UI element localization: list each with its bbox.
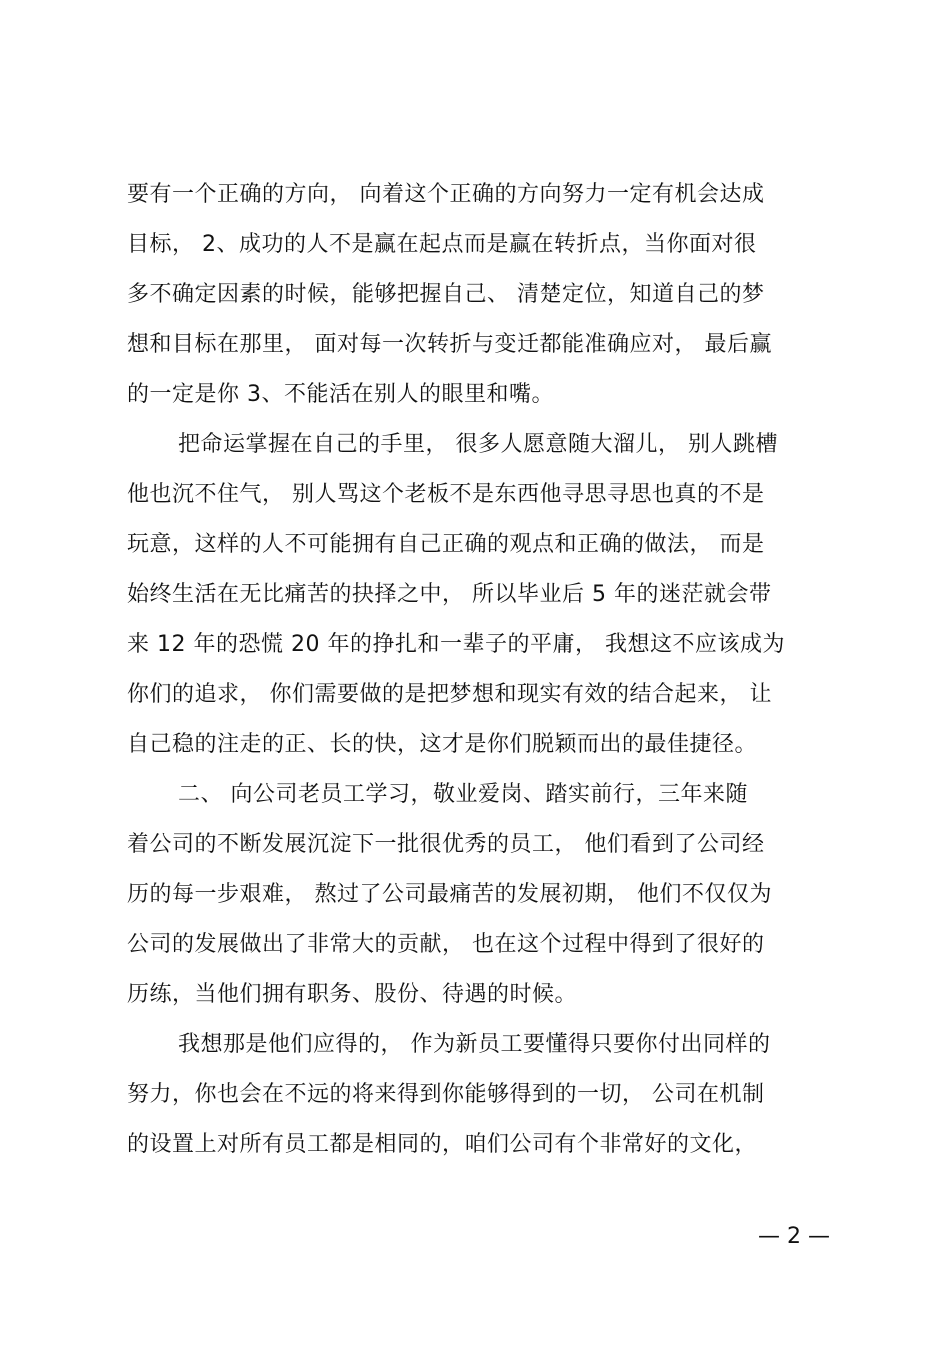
- text-line-17: 历练，当他们拥有职务、股份、待遇的时候。: [127, 982, 578, 1007]
- text-line-18: 我想那是他们应得的， 作为新员工要懂得只要你付出同样的: [178, 1032, 771, 1057]
- text-line-13: 二、 向公司老员工学习，敬业爱岗、踏实前行，三年来随: [178, 782, 748, 807]
- text-line-12: 自己稳的注走的正、长的快，这才是你们脱颖而出的最佳捷径。: [127, 732, 758, 757]
- text-line-14: 着公司的不断发展沉淀下一批很优秀的员工， 他们看到了公司经: [127, 832, 765, 857]
- text-line-7: 他也沉不住气， 别人骂这个老板不是东西他寻思寻思也真的不是: [127, 482, 765, 507]
- text-line-5: 的一定是你 3、不能活在别人的眼里和嘴。: [127, 382, 554, 407]
- text-line-3: 多不确定因素的时候，能够把握自己、 清楚定位，知道自己的梦: [127, 282, 765, 307]
- text-line-16: 公司的发展做出了非常大的贡献， 也在这个过程中得到了很好的: [127, 932, 765, 957]
- text-line-15: 历的每一步艰难， 熬过了公司最痛苦的发展初期， 他们不仅仅为: [127, 882, 772, 907]
- text-line-11: 你们的追求， 你们需要做的是把梦想和现实有效的结合起来， 让: [127, 682, 772, 707]
- text-line-6: 把命运掌握在自己的手里， 很多人愿意随大溜儿， 别人跳槽: [178, 432, 778, 457]
- text-line-8: 玩意，这样的人不可能拥有自己正确的观点和正确的做法， 而是: [127, 532, 765, 557]
- text-line-9: 始终生活在无比痛苦的抉择之中， 所以毕业后 5 年的迷茫就会带: [127, 582, 772, 607]
- text-line-1: 要有一个正确的方向， 向着这个正确的方向努力一定有机会达成: [127, 182, 765, 207]
- text-line-19: 努力，你也会在不远的将来得到你能够得到的一切， 公司在机制: [127, 1082, 765, 1107]
- text-line-20: 的设置上对所有员工都是相同的，咱们公司有个非常好的文化，: [127, 1132, 758, 1157]
- page-number: — 2 —: [758, 1224, 830, 1249]
- text-line-10: 来 12 年的恐慌 20 年的挣扎和一辈子的平庸， 我想这不应该成为: [127, 632, 785, 657]
- text-line-2: 目标， 2、成功的人不是赢在起点而是赢在转折点，当你面对很: [127, 232, 757, 257]
- text-line-4: 想和目标在那里， 面对每一次转折与变迁都能准确应对， 最后赢: [127, 332, 772, 357]
